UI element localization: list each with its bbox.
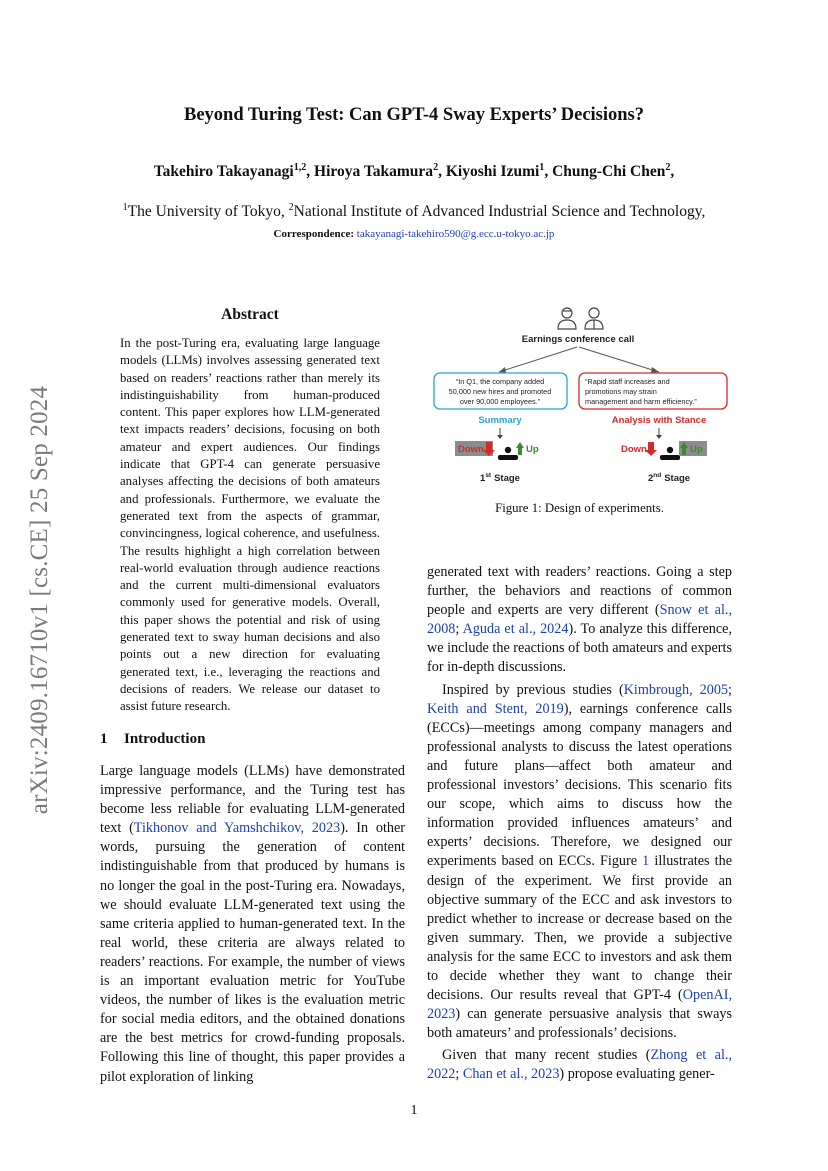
affil-sup: 1 bbox=[122, 201, 128, 213]
citation-link[interactable]: Snow et al., 2008 bbox=[427, 602, 733, 638]
analysis-quote-line: promotions may strain bbox=[585, 387, 657, 396]
correspondence-label: Correspondence: bbox=[273, 228, 355, 240]
summary-quote-line: 50,000 new hires and promoted bbox=[448, 387, 552, 396]
author-list: Takehiro Takayanagi$^{1,2}$, Hiroya Takamura$^2$, Kiyoshi Izumi$^1$, Chung-Chi Chen$^2$, bbox=[153, 161, 675, 180]
arrow-head bbox=[651, 367, 659, 373]
summary-quote-line: over 90,000 employees.” bbox=[459, 397, 541, 406]
arrow-head bbox=[656, 435, 662, 439]
section-heading-introduction bbox=[100, 731, 205, 748]
section-title: Introduction bbox=[124, 731, 206, 747]
section-number: 1 bbox=[100, 731, 108, 747]
arrow-head bbox=[497, 435, 503, 439]
citation-link[interactable]: OpenAI, 2023 bbox=[427, 987, 732, 1023]
abstract-text: In the post-Turing era, evaluating large language models (LLMs) involves assessing generated text based on readers’ reactions rather than merely its indistinguishability from human-produced content. This paper explores how LLM-generated text impacts readers’ decisions, focusing on both amateur and expert audiences. Our findings indicate that GPT-4 can generate persuasive analyses affecting the decisions of both amateurs and professionals. Furthermore, we evaluate the generated text from the aspects of grammar, convincingness, logical coherence, and usefulness. The results highlight a high correlation between real-world evaluation through audience reactions and the current multi-dimensional evaluators commonly used for generative models. Overall, this paper shows the potential and risk of using generated text to sway human decisions and also points out a new direction for evaluating generated text, i.e., leveraging the reactions and decisions of readers. We release our dataset to assist future research. bbox=[120, 336, 380, 714]
figure-caption: Figure 1: Design of experiments. bbox=[495, 501, 664, 515]
up-label: Up bbox=[690, 444, 703, 455]
paragraph: Inspired by previous studies (Kimbrough, 2005; Keith and Stent, 2019), earnings conference calls (ECCs)—meetings among company managers and professional analysts to discuss the latest operations and future plans—affect both amateur and professional investors’ decisions. This scenario fits our scope, which aims to discuss how the information provided influences amateurs’ and experts’ decisions. Therefore, we designed our experiments based on ECCs. Figure 1 illustrates the design of the experiment. We first provide an objective summary of the ECC and ask investors to predict whether to increase or decrease based on the given summary. Then, we provide a subjective analysis for the same ECC to investors and ask them to decide whether they want to change their decisions. Our results reveal that GPT-4 (OpenAI, 2023) can generate persuasive analysis that sways both amateurs’ and professionals’ decisions. bbox=[427, 681, 732, 1042]
correspondence bbox=[0, 228, 828, 240]
paragraph: generated text with readers’ reactions. Going a step further, the behaviors and reactions of common people and experts are very different (Snow et al., 2008; Aguda et al., 2024). To analyze this difference, we include the reactions of both amateurs and experts for in-depth discussions. bbox=[427, 564, 733, 676]
person-icon bbox=[558, 308, 576, 329]
intro-right-column bbox=[427, 563, 732, 1085]
arrow-line bbox=[499, 347, 577, 372]
abstract-body bbox=[120, 335, 380, 716]
investor-icon bbox=[660, 447, 680, 460]
paper-title: Beyond Turing Test: Can GPT-4 Sway Experts’ Decisions? bbox=[183, 105, 645, 125]
figure-1 bbox=[427, 300, 732, 500]
author-affil-sup: 2 bbox=[433, 161, 439, 173]
citation-link[interactable]: Keith and Stent, 2019 bbox=[427, 700, 564, 717]
up-label: Up bbox=[526, 444, 539, 455]
figure-1-diagram bbox=[427, 300, 732, 500]
author-name: Chung-Chi Chen bbox=[552, 163, 666, 180]
analysis-quote-line: “Rapid staff increases and bbox=[585, 377, 670, 386]
arrow-head bbox=[499, 367, 506, 373]
affiliations bbox=[0, 203, 828, 221]
abstract-heading: Abstract bbox=[221, 306, 279, 323]
stage-1-label: 1st Stage bbox=[480, 472, 520, 484]
down-label: Down bbox=[621, 444, 647, 455]
author-name: Takehiro Takayanagi bbox=[153, 163, 294, 180]
citation-link[interactable]: Zhong et al., 2022 bbox=[427, 1047, 732, 1083]
correspondence-email-link[interactable]: takayanagi-takehiro590@g.ecc.u-tokyo.ac.jp bbox=[356, 228, 555, 240]
citation-link[interactable]: Chan et al., 2023 bbox=[462, 1066, 560, 1083]
paragraph: Large language models (LLMs) have demonstrated impressive performance, and the Turing test has become less reliable for evaluating LLM-generated text (Tikhonov and Yamshchikov, 2023). In other words, pursuing the generation of content indistinguishable from that produced by humans is no longer the goal in the post-Turing era. Nowadays, we should evaluate LLM-generated text using the same criteria applied to human-generated text. In the real world, these criteria are always related to readers’ reactions. For example, the number of views is an important evaluation metric for YouTube videos, the number of likes is the evaluation metric for social media editors, and the obtained donations are the best metrics for crowd-funding proposals. Following this line of thought, this paper provides a pilot exploration of linking bbox=[100, 763, 406, 1085]
citation-link[interactable]: Tikhonov and Yamshchikov, 2023 bbox=[133, 820, 341, 837]
author-affil-sup: 1,2 bbox=[293, 161, 307, 173]
citation-link[interactable]: Aguda et al., 2024 bbox=[462, 621, 569, 638]
paragraph: Given that many recent studies (Zhong et al., 2022; Chan et al., 2023) propose evaluating gener- bbox=[427, 1047, 732, 1083]
author-name: Kiyoshi Izumi bbox=[445, 163, 540, 180]
arxiv-sidebar-identifier bbox=[20, 320, 60, 880]
affiliation-2: National Institute of Advanced Industrial Science and Technology, bbox=[293, 203, 706, 220]
figure-ref-link[interactable]: 1 bbox=[642, 853, 650, 870]
arxiv-id-text: arXiv:2409.16710v1 [cs.CE] 25 Sep 2024 bbox=[26, 385, 53, 815]
author-affil-sup: 1 bbox=[539, 161, 545, 173]
affiliation-1: The University of Tokyo, bbox=[127, 203, 289, 220]
analysis-label: Analysis with Stance bbox=[611, 415, 707, 426]
stage-2-label: 2nd Stage bbox=[647, 472, 691, 484]
author-affil-sup: 2 bbox=[665, 161, 671, 173]
person-icon bbox=[585, 308, 603, 329]
analysis-quote-line: management and harm efficiency.” bbox=[585, 397, 697, 406]
summary-quote-line: “In Q1, the company added bbox=[455, 377, 545, 386]
author-name: Hiroya Takamura bbox=[314, 163, 434, 180]
summary-label: Summary bbox=[478, 415, 522, 426]
investor-icon bbox=[498, 447, 518, 460]
arrow-line bbox=[579, 347, 659, 372]
intro-left-column bbox=[100, 762, 405, 1087]
down-label: Down bbox=[458, 444, 484, 455]
up-arrow-icon bbox=[516, 442, 524, 455]
page-number: 1 bbox=[410, 1103, 418, 1118]
citation-link[interactable]: Kimbrough, 2005 bbox=[623, 681, 729, 698]
earnings-call-label: Earnings conference call bbox=[521, 334, 635, 345]
affil-sup: 2 bbox=[288, 201, 294, 213]
